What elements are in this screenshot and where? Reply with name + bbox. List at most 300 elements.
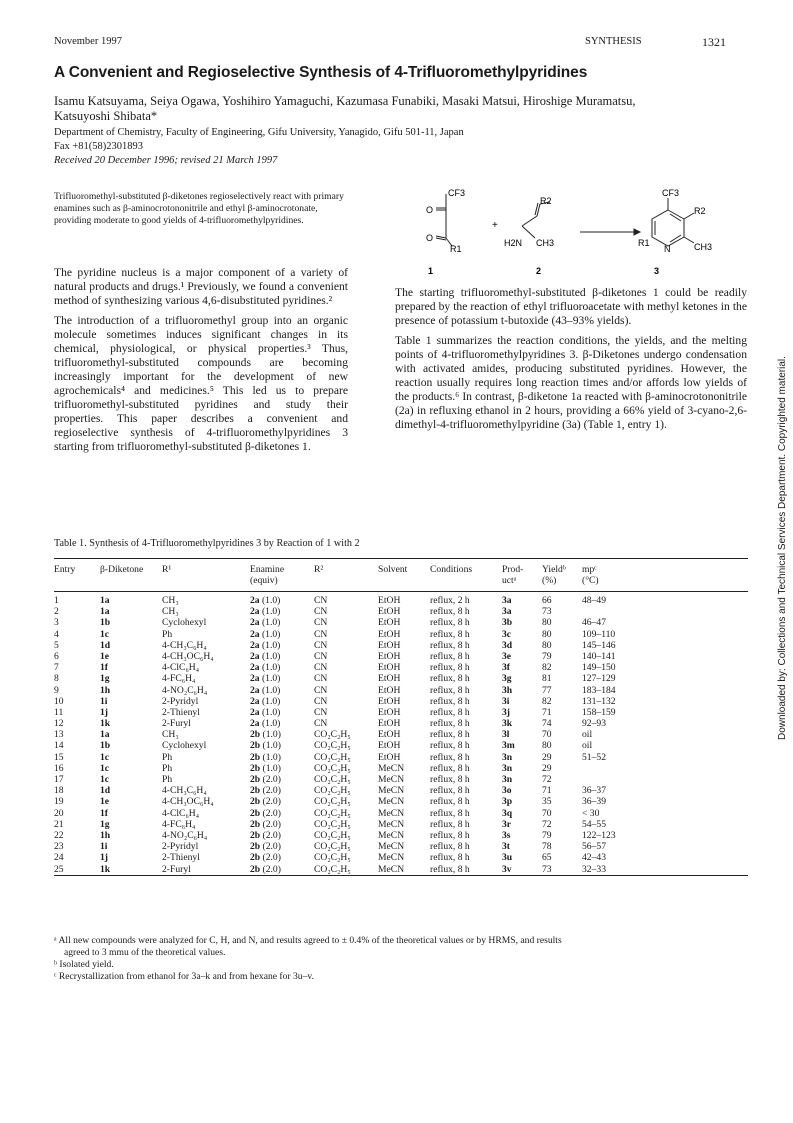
cell-r2: CO₂C₂H₅ [314, 774, 351, 785]
cell-product: 3e [502, 650, 512, 662]
cell-product: 3a [502, 595, 512, 606]
cell-conditions: reflux, 8 h [430, 729, 470, 741]
cell-yield: 29 [542, 762, 552, 774]
cell-mp: < 30 [582, 807, 600, 819]
cell-enamine: 2a (1.0) [250, 718, 281, 730]
enamine-code: 2b [250, 751, 261, 763]
cell-solvent: EtOH [378, 673, 401, 685]
table-row [54, 796, 748, 807]
cell-r2: CO₂C₂H₅ [314, 807, 351, 819]
enamine-code: 2b [250, 863, 261, 875]
enamine-code: 2b [250, 796, 261, 808]
enamine-code: 2a [250, 684, 260, 696]
abstract: Trifluoromethyl-substituted β-diketones regioselectively react with primary enamines such as β-aminocrotononitrile and ethyl β-aminocrotonate, providing moderate to good yields of 4-trifluoromethylpyridines. [54, 191, 344, 226]
cell-r1: 4-CH₃OC₆H₄ [162, 650, 214, 662]
cell-solvent: EtOH [378, 695, 401, 707]
col-yield [542, 559, 582, 592]
enamine-code: 2a [250, 662, 260, 674]
cell-r1: Ph [162, 628, 173, 640]
cell-r1: Ph [162, 751, 173, 763]
enamine-code: 2b [250, 807, 261, 819]
cell-mp: 42–43 [582, 852, 606, 864]
cell-solvent: MeCN [378, 829, 405, 841]
table-row [54, 864, 748, 876]
cell-diketone: 1h [100, 829, 111, 841]
footnote-a-cont: agreed to 3 mmu of the theoretical values. [64, 947, 226, 958]
table-row [54, 651, 748, 662]
cell-product: 3h [502, 684, 513, 696]
enamine-code: 2b [250, 785, 261, 797]
cell-entry: 25 [54, 863, 64, 875]
cell-yield: 35 [542, 796, 552, 808]
cell-solvent: EtOH [378, 706, 401, 718]
cell-entry: 18 [54, 785, 64, 797]
cell-enamine: 2a (1.0) [250, 662, 281, 674]
cell-solvent: MeCN [378, 785, 405, 797]
cell-yield: 78 [542, 841, 552, 853]
cell-r2: CN [314, 673, 328, 685]
cell-yield: 82 [542, 662, 552, 674]
cell-diketone: 1d [100, 785, 111, 797]
cell-r1: 4-CH₃OC₆H₄ [162, 796, 214, 808]
cell-r2: CN [314, 695, 328, 707]
compound-1-structure [436, 194, 452, 246]
cell-yield: 70 [542, 807, 552, 819]
cell-solvent: EtOH [378, 606, 401, 618]
h2n-label: H2N [504, 238, 523, 248]
cell-r2: CO₂C₂H₅ [314, 863, 351, 875]
cell-conditions: reflux, 8 h [430, 684, 470, 696]
table-row [54, 819, 748, 830]
cell-r1: 2-Furyl [162, 863, 191, 875]
cell-solvent: MeCN [378, 762, 405, 774]
cell-mp: 140–141 [582, 650, 616, 662]
cell-solvent: EtOH [378, 617, 401, 629]
cell-diketone: 1a [100, 595, 110, 606]
cell-r1: Cyclohexyl [162, 740, 207, 752]
col-enamine-l1: Enamine [250, 564, 285, 575]
cell-conditions: reflux, 8 h [430, 606, 470, 618]
cell-entry: 8 [54, 673, 59, 685]
cell-diketone: 1k [100, 863, 111, 875]
cell-r1: 2-Pyridyl [162, 695, 199, 707]
cell-conditions: reflux, 8 h [430, 818, 470, 830]
cell-mp: 149–150 [582, 662, 616, 674]
reaction-scheme [412, 186, 740, 278]
cell-diketone: 1g [100, 673, 110, 685]
enamine-code: 2a [250, 595, 260, 606]
cell-entry: 11 [54, 706, 64, 718]
cell-yield: 29 [542, 751, 552, 763]
fax: Fax +81(58)2301893 [54, 141, 144, 152]
table-header-row [54, 559, 748, 592]
cell-conditions: reflux, 2 h [430, 595, 470, 606]
enamine-code: 2a [250, 718, 260, 730]
cell-r1: 4-NO₂C₆H₄ [162, 829, 208, 841]
table-row [54, 808, 748, 819]
cell-conditions: reflux, 8 h [430, 852, 470, 864]
cf3-label-3: CF3 [662, 188, 680, 198]
cell-entry: 7 [54, 662, 59, 674]
cell-mp: 158–159 [582, 706, 616, 718]
cell-diketone: 1f [100, 807, 108, 819]
cell-conditions: reflux, 8 h [430, 829, 470, 841]
cell-yield: 79 [542, 650, 552, 662]
cell-product: 3o [502, 785, 512, 797]
cell-yield: 71 [542, 785, 552, 797]
cell-r1: CH₃ [162, 729, 179, 741]
compound-number-3: 3 [654, 266, 660, 276]
enamine-code: 2a [250, 695, 260, 707]
cell-yield: 71 [542, 706, 552, 718]
cell-r2: CO₂C₂H₅ [314, 751, 351, 763]
cell-diketone: 1f [100, 662, 108, 674]
cell-diketone: 1d [100, 639, 111, 651]
cell-r1: 4-ClC₆H₄ [162, 807, 200, 819]
received-date: Received 20 December 1996; revised 21 March 1997 [54, 155, 278, 166]
r1-label-3: R1 [638, 238, 650, 248]
cell-entry: 22 [54, 829, 64, 841]
compound-2-structure [522, 202, 550, 238]
table-row [54, 830, 748, 841]
cell-product: 3d [502, 639, 513, 651]
cell-product: 3s [502, 829, 511, 841]
running-journal: SYNTHESIS [585, 36, 642, 47]
cell-solvent: EtOH [378, 684, 401, 696]
cell-diketone: 1c [100, 762, 110, 774]
affiliation-block [54, 126, 464, 168]
cell-conditions: reflux, 8 h [430, 762, 470, 774]
cell-r1: 4-FC₆H₄ [162, 673, 196, 685]
cell-enamine: 2b (2.0) [250, 807, 281, 819]
enamine-code: 2b [250, 774, 261, 785]
cell-mp: oil [582, 740, 593, 752]
ch3-label-3: CH3 [694, 242, 713, 252]
cell-conditions: reflux, 8 h [430, 751, 470, 763]
compound-number-2: 2 [536, 266, 542, 276]
cell-r2: CN [314, 662, 328, 674]
cell-diketone: 1a [100, 606, 110, 618]
cell-enamine: 2b (1.0) [250, 751, 281, 763]
cell-product: 3g [502, 673, 512, 685]
cell-product: 3v [502, 863, 512, 875]
cell-r1: Ph [162, 774, 173, 785]
cell-entry: 24 [54, 852, 64, 864]
cell-entry: 5 [54, 639, 59, 651]
r2-label: R2 [540, 196, 552, 206]
cell-r1: Cyclohexyl [162, 617, 207, 629]
footnote-c: ᶜ Recrystallization from ethanol for 3a–k and from hexane for 3u–v. [54, 971, 314, 982]
cell-entry: 23 [54, 841, 64, 853]
table-body [54, 592, 748, 876]
cell-conditions: reflux, 8 h [430, 673, 470, 685]
cell-product: 3p [502, 796, 513, 808]
table-row [54, 617, 748, 628]
col-product-l2: uctᵃ [502, 575, 517, 586]
cell-product: 3r [502, 818, 512, 830]
cell-product: 3n [502, 774, 513, 785]
table-row [54, 718, 748, 729]
table-row [54, 629, 748, 640]
cell-conditions: reflux, 8 h [430, 628, 470, 640]
cell-r2: CO₂C₂H₅ [314, 852, 351, 864]
cell-enamine: 2a (1.0) [250, 706, 281, 718]
cell-r1: CH₃ [162, 606, 179, 618]
download-notice [777, 330, 793, 740]
results-table [54, 558, 748, 876]
cell-yield: 73 [542, 606, 552, 618]
cell-enamine: 2a (1.0) [250, 695, 281, 707]
cell-solvent: EtOH [378, 650, 401, 662]
table-row [54, 640, 748, 651]
cell-yield: 80 [542, 628, 552, 640]
cell-product: 3f [502, 662, 510, 674]
cell-product: 3j [502, 706, 510, 718]
cell-mp: 56–57 [582, 841, 606, 853]
cell-entry: 15 [54, 751, 64, 763]
cell-diketone: 1b [100, 617, 111, 629]
cell-r2: CN [314, 606, 328, 618]
cell-conditions: reflux, 8 h [430, 695, 470, 707]
cell-product: 3t [502, 841, 510, 853]
cell-solvent: MeCN [378, 807, 405, 819]
cell-product: 3l [502, 729, 510, 741]
cell-conditions: reflux, 8 h [430, 650, 470, 662]
article-title: A Convenient and Regioselective Synthesis of 4-Trifluoromethylpyridines [54, 64, 588, 81]
cell-solvent: MeCN [378, 863, 405, 875]
cell-product: 3b [502, 617, 513, 629]
cell-conditions: reflux, 8 h [430, 740, 470, 752]
cell-solvent: EtOH [378, 718, 401, 730]
table-row [54, 852, 748, 863]
cell-yield: 70 [542, 729, 552, 741]
cell-entry: 20 [54, 807, 64, 819]
cell-mp: 32–33 [582, 863, 606, 875]
cell-r1: 4-CH₃C₆H₄ [162, 639, 207, 651]
col-solvent: Solvent [378, 564, 408, 575]
table-row [54, 707, 748, 718]
col-yield-l2: (%) [542, 575, 557, 586]
cell-entry: 17 [54, 774, 64, 785]
paragraph: The introduction of a trifluoromethyl group into an organic molecule sometimes induces significant changes in its chemical, physiological, or physical properties.³ Thus, trifluoromethyl-substituted compounds are becoming increasingly important for the development of new agrochemicals⁴ and medicines.⁵ This led us to prepare trifluoromethyl-substituted pyridines and study their properties. This paper describes a convenient and regioselective synthesis of 4-trifluoromethylpyridines 3 starting from trifluoromethyl-substituted β-diketones 1. [54, 314, 348, 453]
cell-entry: 12 [54, 718, 64, 730]
cell-solvent: EtOH [378, 662, 401, 674]
cell-mp: 51–52 [582, 751, 606, 763]
col-mp [582, 559, 748, 592]
cell-yield: 82 [542, 695, 552, 707]
cell-r1: 2-Thienyl [162, 852, 200, 864]
col-r2: R² [314, 564, 324, 575]
cell-mp: 36–39 [582, 796, 606, 808]
cell-enamine: 2b (2.0) [250, 841, 281, 853]
nitrogen-label: N [664, 244, 671, 254]
cell-yield: 77 [542, 684, 552, 696]
cell-r1: 4-ClC₆H₄ [162, 662, 200, 674]
table-row [54, 785, 748, 796]
cell-yield: 65 [542, 852, 552, 864]
cell-r1: CH₃ [162, 595, 179, 606]
cell-diketone: 1a [100, 729, 110, 741]
enamine-code: 2b [250, 841, 261, 853]
left-column [54, 266, 348, 460]
cell-solvent: MeCN [378, 841, 405, 853]
cell-entry: 1 [54, 595, 59, 606]
footnote-b: ᵇ Isolated yield. [54, 959, 114, 970]
cell-solvent: EtOH [378, 628, 401, 640]
enamine-code: 2b [250, 762, 261, 774]
cell-enamine: 2b (2.0) [250, 818, 281, 830]
col-r1: R¹ [162, 564, 172, 575]
table-row [54, 685, 748, 696]
cell-diketone: 1b [100, 740, 111, 752]
cell-r2: CO₂C₂H₅ [314, 762, 351, 774]
cell-conditions: reflux, 8 h [430, 639, 470, 651]
cell-r2: CO₂C₂H₅ [314, 796, 351, 808]
table-row [54, 606, 748, 617]
cell-mp: 109–110 [582, 628, 616, 640]
cell-diketone: 1e [100, 796, 110, 808]
col-entry: Entry [54, 564, 76, 575]
cell-enamine: 2a (1.0) [250, 684, 281, 696]
enamine-code: 2a [250, 606, 260, 618]
r2-label-3: R2 [694, 206, 706, 216]
cell-mp: 36–37 [582, 785, 606, 797]
cell-r2: CO₂C₂H₅ [314, 829, 351, 841]
cell-conditions: reflux, 8 h [430, 617, 470, 629]
table-row [54, 696, 748, 707]
enamine-code: 2b [250, 829, 261, 841]
table-row [54, 662, 748, 673]
cell-enamine: 2b (1.0) [250, 762, 281, 774]
cell-r2: CO₂C₂H₅ [314, 818, 351, 830]
author-list [54, 94, 754, 124]
cell-product: 3i [502, 695, 510, 707]
running-date: November 1997 [54, 36, 122, 47]
cell-enamine: 2a (1.0) [250, 628, 281, 640]
col-product [502, 559, 542, 592]
cell-enamine: 2a (1.0) [250, 673, 281, 685]
cell-r2: CN [314, 617, 328, 629]
cell-r1: Ph [162, 762, 173, 774]
cell-entry: 16 [54, 762, 64, 774]
r1-label: R1 [450, 244, 462, 254]
cell-diketone: 1c [100, 774, 110, 785]
download-notice-text: Downloaded by: Collections and Technical Services Department. Copyrighted material. [777, 356, 788, 740]
enamine-code: 2a [250, 617, 260, 629]
cell-solvent: MeCN [378, 796, 405, 808]
cell-solvent: MeCN [378, 818, 405, 830]
cell-entry: 19 [54, 796, 64, 808]
cell-yield: 79 [542, 829, 552, 841]
cell-r1: 2-Pyridyl [162, 841, 199, 853]
col-yield-l1: Yieldᵇ [542, 564, 566, 575]
paragraph: Table 1 summarizes the reaction conditions, the yields, and the melting points of 4-trifluoromethylpyridines 3. β-Diketones undergo condensation with activated amides, producing substituted pyridines. However, the reaction usually requires long reaction times and/or affords low yields of the products.⁶ In contrast, β-diketone 1a reacted with β-aminocrotononitrile (2a) in refluxing ethanol in 2 hours, providing a 66% yield of 3-cyano-2,6-dimethyl-4-trifluoromethylpyridine (3a) (Table 1, entry 1). [395, 334, 747, 431]
cell-r1: 2-Furyl [162, 718, 191, 730]
cell-yield: 74 [542, 718, 552, 730]
cell-enamine: 2b (2.0) [250, 829, 281, 841]
cell-diketone: 1g [100, 818, 110, 830]
enamine-code: 2b [250, 740, 261, 752]
cell-r2: CN [314, 595, 328, 606]
cell-yield: 80 [542, 639, 552, 651]
col-enamine-l2: (equiv) [250, 575, 278, 586]
table-footnotes [54, 935, 754, 983]
cell-entry: 3 [54, 617, 59, 629]
cell-yield: 80 [542, 617, 552, 629]
right-column [395, 286, 747, 438]
cell-r2: CN [314, 628, 328, 640]
cell-enamine: 2b (2.0) [250, 863, 281, 875]
cell-r2: CN [314, 639, 328, 651]
table-row [54, 729, 748, 740]
cell-diketone: 1c [100, 628, 110, 640]
col-mp-l2: (°C) [582, 575, 599, 586]
compound-3-structure [652, 198, 694, 246]
cell-solvent: EtOH [378, 751, 401, 763]
cell-enamine: 2b (1.0) [250, 740, 281, 752]
cell-yield: 73 [542, 863, 552, 875]
table-row [54, 841, 748, 852]
cf3-label-1: CF3 [448, 188, 466, 198]
cell-diketone: 1i [100, 841, 108, 853]
cell-enamine: 2b (2.0) [250, 796, 281, 808]
cell-product: 3u [502, 852, 513, 864]
table-row [54, 752, 748, 763]
cell-enamine: 2a (1.0) [250, 606, 281, 618]
paragraph: The pyridine nucleus is a major component of a variety of natural products and drugs.¹ Previously, we found a convenient method of synthesizing various 4,6-disubstituted pyridines.² [54, 266, 348, 307]
cell-product: 3a [502, 606, 512, 618]
col-product-l1: Prod- [502, 564, 524, 575]
cell-conditions: reflux, 8 h [430, 718, 470, 730]
table-row [54, 592, 748, 607]
cell-r2: CN [314, 650, 328, 662]
cell-solvent: EtOH [378, 729, 401, 741]
cell-diketone: 1j [100, 706, 108, 718]
table-row [54, 673, 748, 684]
enamine-code: 2a [250, 706, 260, 718]
cell-r1: 2-Thienyl [162, 706, 200, 718]
cell-r2: CO₂C₂H₅ [314, 785, 351, 797]
cell-mp [582, 774, 748, 785]
cell-conditions: reflux, 8 h [430, 796, 470, 808]
table-row [54, 763, 748, 774]
cell-yield: 80 [542, 740, 552, 752]
compound-number-1: 1 [428, 266, 434, 276]
cell-entry: 13 [54, 729, 64, 741]
enamine-code: 2b [250, 729, 261, 741]
footnote-a: ᵃ All new compounds were analyzed for C, H, and N, and results agreed to ± 0.4% of the theoretical values or by HRMS, and results [54, 935, 562, 946]
cell-r2: CO₂C₂H₅ [314, 740, 351, 752]
col-conditions: Conditions [430, 564, 473, 575]
cell-diketone: 1h [100, 684, 111, 696]
cell-r2: CO₂C₂H₅ [314, 729, 351, 741]
oxygen-label-2: O [426, 233, 434, 243]
cell-yield: 81 [542, 673, 552, 685]
cell-conditions: reflux, 8 h [430, 774, 470, 785]
cell-solvent: EtOH [378, 639, 401, 651]
cell-entry: 10 [54, 695, 64, 707]
cell-product: 3n [502, 751, 513, 763]
authors-line-1: Isamu Katsuyama, Seiya Ogawa, Yoshihiro Yamaguchi, Kazumasa Funabiki, Masaki Matsui, Hiroshige Muramatsu, [54, 94, 636, 108]
cell-product: 3n [502, 762, 513, 774]
cell-product: 3q [502, 807, 513, 819]
cell-r1: 4-CH₃C₆H₄ [162, 785, 207, 797]
cell-r2: CO₂C₂H₅ [314, 841, 351, 853]
cell-diketone: 1k [100, 718, 111, 730]
cell-enamine: 2b (2.0) [250, 774, 281, 785]
enamine-code: 2a [250, 639, 260, 651]
page-number: 1321 [702, 35, 726, 49]
